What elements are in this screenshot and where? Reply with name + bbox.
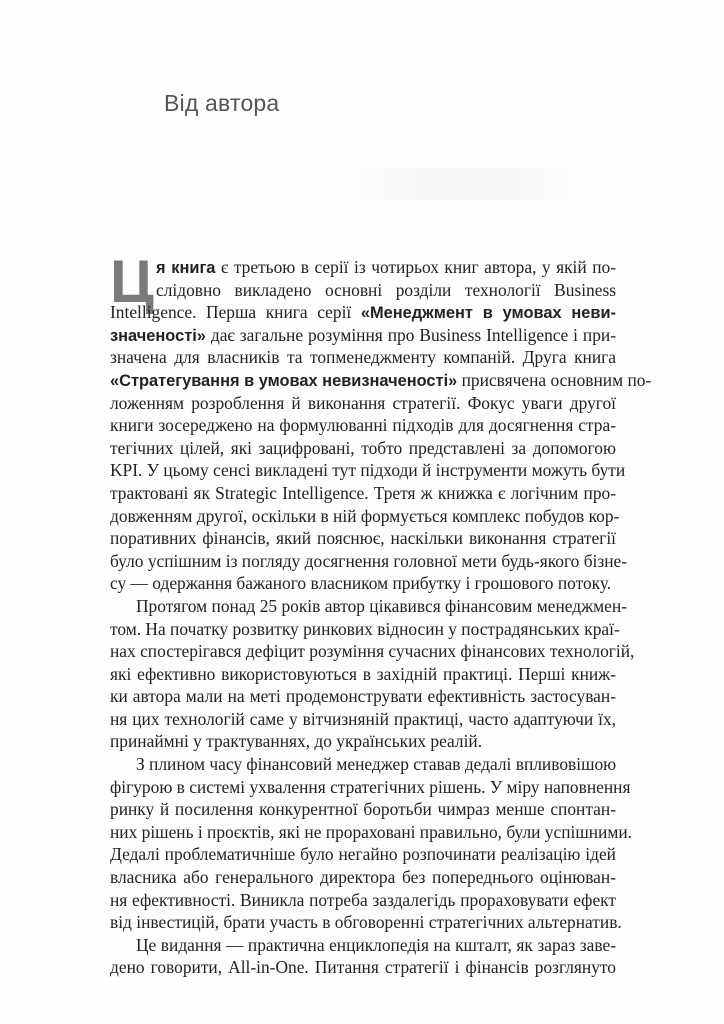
- text-line: [110, 459, 626, 482]
- text-segment: Протягом понад 25 років автор цікавився фінансовим менеджмен-: [136, 595, 627, 616]
- text-line: [110, 663, 616, 686]
- text-segment: книги зосереджено на формулюванні підходів для досягнення стра-: [110, 415, 616, 436]
- drop-cap-letter: Ц: [110, 248, 154, 315]
- text-segment: фігурою в системі ухвалення стратегічних рішень. У міру наповнення: [110, 776, 631, 797]
- text-segment: ринку й посилення конкурентної боротьби чимраз менше спонтан-: [110, 799, 616, 820]
- text-line: [110, 527, 616, 550]
- text-line: [110, 346, 616, 369]
- text-line: [110, 685, 616, 708]
- text-segment: від інвестицій, брати участь в обговоренні стратегічних альтернатив.: [110, 912, 622, 933]
- text-line: [110, 934, 616, 957]
- text-line: [110, 843, 616, 866]
- text-segment: З плином часу фінансовий менеджер ставав дедалі впливовішою: [136, 754, 617, 775]
- text-segment: ложенням розроблення й виконання стратегії. Фокус уваги другої: [110, 392, 616, 413]
- text-line: [110, 708, 616, 731]
- text-line: [110, 437, 616, 460]
- text-line: [110, 482, 616, 505]
- text-line: [110, 889, 616, 912]
- text-segment: присвячена основним по-: [457, 369, 652, 390]
- text-segment: KPI. У цьому сенсі викладені тут підходи й інструменти можуть бути: [110, 460, 626, 481]
- text-line: [110, 505, 620, 528]
- text-line: [110, 572, 616, 595]
- text-segment: є третьою в серії із чотирьох книг автора, у якій по-: [215, 257, 616, 277]
- text-line: [110, 256, 616, 279]
- text-segment: слідовно викладено основні розділи технології Business: [156, 279, 616, 300]
- bold-text-segment: «Стратегування в умовах невизначеності»: [110, 371, 458, 390]
- text-segment: тегічних цілей, які зацифровані, тобто представлені за допомогою: [110, 437, 616, 458]
- bold-text-segment: «Менеджмент в умовах неви-: [360, 304, 616, 323]
- text-segment: дає загальне розуміння про Business Intelligence і при-: [205, 324, 616, 345]
- text-segment: значена для власників та топменеджменту компаній. Друга книга: [110, 347, 616, 368]
- text-line: [110, 392, 616, 415]
- text-segment: ня цих технологій саме у вітчизняній практиці, часто адаптуючи їх,: [110, 708, 616, 729]
- text-line: [110, 550, 628, 573]
- text-segment: том. На початку розвитку ринкових відносин у пострадянських краї-: [110, 618, 620, 639]
- text-segment: них рішень і проєктів, які не прораховані правильно, були успішними.: [110, 821, 633, 842]
- text-segment: власника або генерального директора без попереднього оцінюван-: [110, 867, 616, 888]
- text-line: [110, 798, 616, 821]
- text-segment: довженням другої, оскільки в ній формується комплекс побудов кор-: [110, 505, 620, 526]
- text-line: [110, 911, 622, 934]
- text-line: [110, 640, 635, 663]
- text-segment: су — одержання бажаного власником прибутку і грошового потоку.: [110, 573, 612, 594]
- text-segment: трактовані як Strategic Intelligence. Третя ж книжка є логічним про-: [110, 482, 616, 503]
- text-line: [110, 279, 616, 302]
- text-segment: ня ефективності. Виникла потреба заздалегідь прораховувати ефект: [110, 889, 616, 910]
- text-segment: Intelligence. Перша книга серії: [110, 302, 361, 323]
- bold-text-segment: значеності»: [110, 326, 206, 345]
- text-line: [110, 369, 652, 392]
- text-line: [110, 595, 627, 618]
- text-line: [110, 730, 616, 753]
- text-segment: Дедалі проблематичніше було негайно розпочинати реалізацію ідей: [110, 844, 616, 865]
- text-segment: Це видання — практична енциклопедія на кшталт, як зараз заве-: [136, 934, 616, 955]
- text-segment: принаймні у трактуваннях, до українських реалій.: [110, 731, 483, 752]
- text-line: [110, 414, 616, 437]
- bold-text-segment: я книга: [156, 259, 216, 277]
- text-line: [110, 776, 631, 799]
- bleed-through-shadow: [340, 168, 590, 200]
- text-line: [110, 866, 616, 889]
- body-text: [110, 248, 652, 979]
- text-line: [110, 753, 616, 776]
- text-segment: дено говорити, All-in-One. Питання стратегії і фінансів розглянуто: [110, 957, 616, 978]
- text-segment: було успішним із погляду досягнення головної мети будь-якого бізне-: [110, 550, 628, 571]
- text-line: [110, 301, 616, 324]
- text-segment: ки автора мали на меті продемонструвати ефективність застосуван-: [110, 686, 616, 707]
- text-line: [110, 956, 616, 979]
- text-line: [110, 324, 616, 347]
- section-heading: Від автора: [164, 90, 280, 116]
- text-line: [110, 821, 633, 844]
- text-line: [110, 618, 620, 641]
- text-segment: поративних фінансів, який пояснює, наскільки виконання стратегії: [110, 528, 616, 549]
- text-segment: нах спостерігався дефіцит розуміння сучасних фінансових технологій,: [110, 641, 635, 662]
- text-segment: які ефективно використовуються в західній практиці. Перші книж-: [110, 663, 616, 684]
